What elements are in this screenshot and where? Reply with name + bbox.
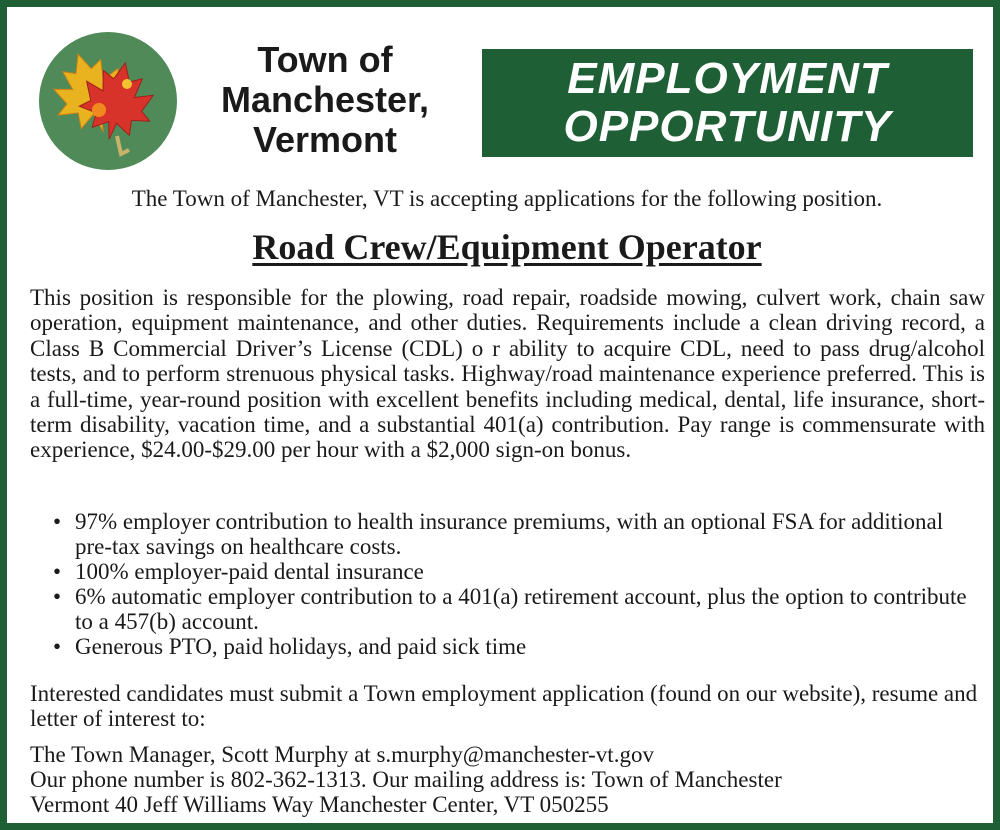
town-name-line3: Vermont <box>252 119 398 160</box>
maple-leaf-icon <box>39 32 177 170</box>
employment-banner <box>482 49 973 157</box>
benefit-item <box>47 634 977 659</box>
benefit-item <box>47 509 977 559</box>
town-logo <box>39 32 177 170</box>
town-name-line2: Manchester, <box>220 79 430 120</box>
benefit-item <box>47 559 977 584</box>
banner-line2: OPPORTUNITY <box>563 102 892 151</box>
contact-address: Vermont 40 Jeff Williams Way Manchester Center, VT 050255 <box>30 792 609 817</box>
job-description: This position is responsible for the plowing, road repair, roadside mowing, culvert work, chain saw operation, equipment maintenance, and other duties. Requirements include a clean driving record, a Class B Commercial Driver’s License (CDL) o r ability to acquire CDL, need to pass drug/alcohol tests, and to perform strenuous physical tasks. Highway/road maintenance experience preferred. This is a full-time, year-round position with excellent benefits including medical, dental, life insurance, short-term disability, vacation time, and a substantial 401(a) contribution. Pay range is commensurate with experience, $24.00-$29.00 per hour with a $2,000 sign-on bonus. <box>30 285 985 463</box>
benefit-text: 6% automatic employer contribution to a 401(a) retirement account, plus the option to contribute to a 457(b) account. <box>75 584 967 634</box>
bullet-icon: • <box>53 509 62 534</box>
town-name-line1: Town of <box>257 39 393 80</box>
benefit-text: Generous PTO, paid holidays, and paid sick time <box>75 634 527 659</box>
banner-line1: EMPLOYMENT <box>567 54 888 103</box>
bullet-icon: • <box>53 584 62 609</box>
intro-text: The Town of Manchester, VT is accepting applications for the following position. <box>131 186 883 211</box>
contact-info <box>30 742 985 817</box>
benefit-text: 100% employer-paid dental insurance <box>75 559 424 584</box>
town-name <box>185 40 465 160</box>
bullet-icon: • <box>53 634 62 659</box>
benefits-list <box>47 509 977 659</box>
contact-phone: Our phone number is 802-362-1313. Our mailing address is: Town of Manchester <box>30 767 782 792</box>
bullet-icon: • <box>53 559 62 584</box>
benefit-item <box>47 584 977 634</box>
benefit-text: 97% employer contribution to health insurance premiums, with an optional FSA for additional pre-tax savings on healthcare costs. <box>75 509 944 559</box>
contact-manager: The Town Manager, Scott Murphy at s.murphy@manchester-vt.gov <box>30 742 654 767</box>
apply-instructions: Interested candidates must submit a Town employment application (found on our website), resume and letter of interest to: <box>30 681 978 731</box>
job-title: Road Crew/Equipment Operator <box>252 227 762 267</box>
